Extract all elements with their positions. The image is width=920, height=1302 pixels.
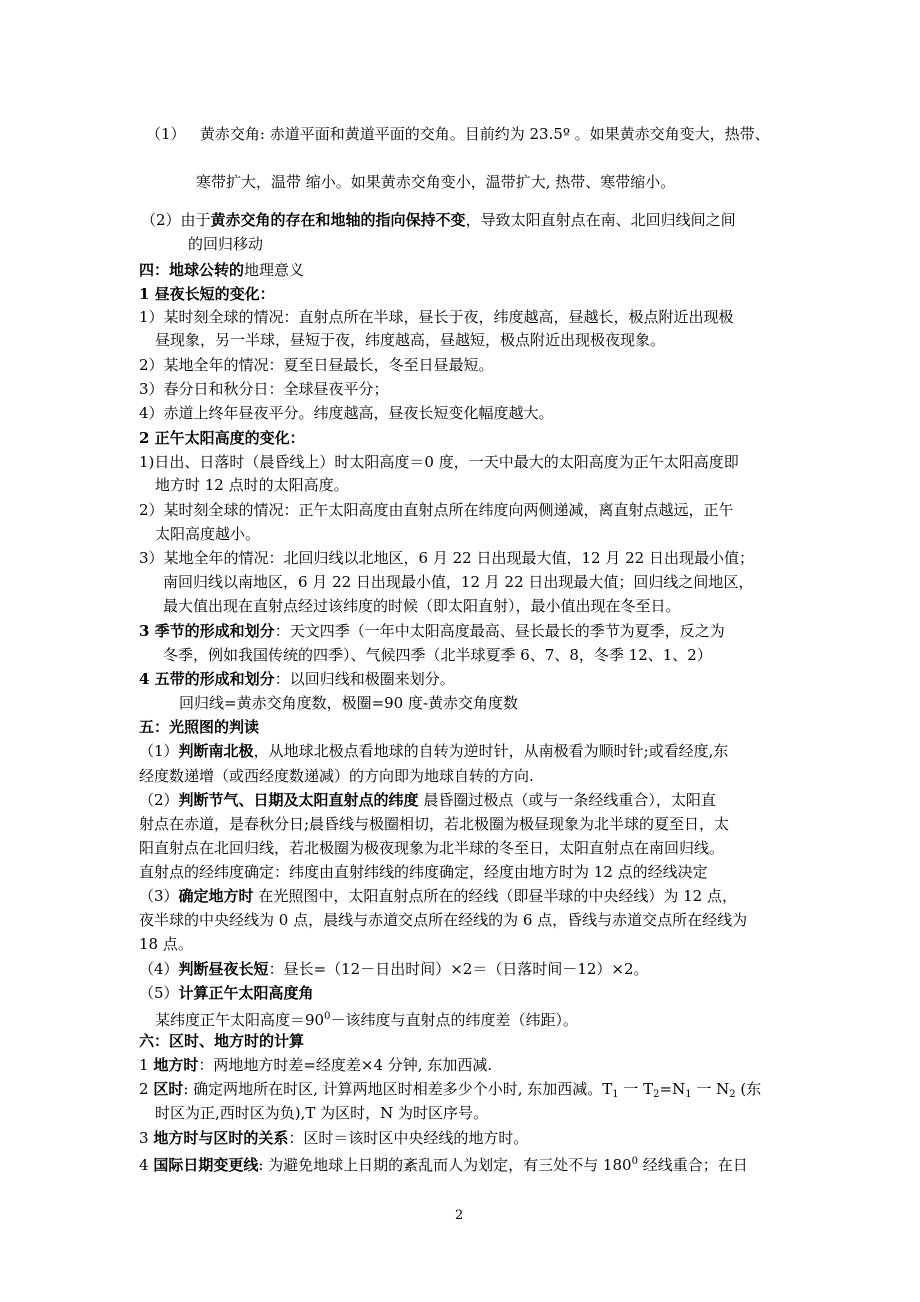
tilt-item-2-line-2: 的回归移动 [188, 235, 264, 253]
s5-p5-line-1: 某纬度正午太阳高度$=90^0-$该纬度与直射点的纬度差（纬距）。 [155, 1011, 578, 1029]
sub1-item: 昼现象，另一半球，昼短于夜，纬度越高，昼越短，极点附近出现极夜现象。 [155, 331, 666, 349]
tilt-item-1-line-1: （1） 黄赤交角: 赤道平面和黄道平面的交角。目前约为 23.5º 。如果黄赤交角变大，热带、 [146, 125, 770, 143]
section-4-sub1-title: 1 昼夜长短的变化： [139, 285, 275, 303]
s6-item-2-line-2: 时区为正,西时区为负),T 为区时，N 为时区序号。 [155, 1104, 489, 1122]
s6-item-4: 4 国际日期变更线: 为避免地球上日期的紊乱而人为划定，有三处不与 $180^0$ 经线重合；在日 [139, 1156, 748, 1174]
s6-item-3: 3 地方时与区时的关系：区时＝该时区中央经线的地方时。 [139, 1129, 529, 1147]
sub2-item: 2）某时刻全球的情况：正午太阳高度由直射点所在纬度向两侧递减，离直射点越远，正午 [139, 501, 734, 519]
sub2-item: 地方时 12 点时的太阳高度。 [155, 476, 349, 494]
sub2-item: 太阳高度越小。 [155, 525, 261, 543]
sub1-item: 3）春分日和秋分日：全球昼夜平分； [139, 380, 389, 398]
section-5-heading: 五：光照图的判读 [139, 718, 260, 736]
section-4-sub4-line-1: 4 五带的形成和划分：以回归线和极圈来划分。 [139, 670, 455, 688]
s5-p2-line-4: 直射点的经纬度确定：纬度由直射纬线的纬度确定，经度由地方时为 12 点的经线决定 [139, 863, 708, 881]
s6-item-2-line-1: 2 区时: 确定两地所在时区, 计算两地区时相差多少个小时, 东加西减。$T_1$ 一 $T_2=N_1$ 一 $N_2$ (东 [139, 1080, 762, 1100]
s5-p3-line-2: 夜半球的中央经线为 0 点，晨线与赤道交点所在经线的为 6 点，昏线与赤道交点所在经线为 [139, 911, 748, 929]
sub1-item: 1）某时刻全球的情况：直射点所在半球，昼长于夜，纬度越高，昼越长，极点附近出现极 [139, 308, 734, 326]
sub1-item: 2）某地全年的情况：夏至日昼最长，冬至日昼最短。 [139, 356, 494, 374]
s5-p4-line-1: （4）判断昼夜长短：昼长=（12－日出时间）×2＝（日落时间－12）×2。 [139, 960, 649, 978]
section-4-sub4-line-2: 回归线=黄赤交角度数，极圈=90 度-黄赤交角度数 [179, 694, 519, 712]
tilt-item-1-line-2: 寒带扩大，温带 缩小。如果黄赤交角变小，温带扩大, 热带、寒带缩小。 [196, 173, 676, 191]
s5-p2-line-3: 阳直射点在北回归线，若北极圈为极夜现象为北半球的冬至日，太阳直射点在南回归线。 [139, 839, 725, 857]
s5-p2-line-2: 射点在赤道，是春秋分日;晨昏线与极圈相切，若北极圈为极昼现象为北半球的夏至日，太 [139, 815, 730, 833]
tilt-item-2-line-1: （2）由于黄赤交角的存在和地轴的指向保持不变，导致太阳直射点在南、北回归线间之间 [141, 211, 736, 229]
s5-p1-line-1: （1）判断南北极，从地球北极点看地球的自转为逆时针，从南极看为顺时针;或看经度,东 [139, 742, 729, 760]
section-4-heading: 四：地球公转的地理意义 [139, 261, 305, 279]
s5-p2-line-1: （2）判断节气、日期及太阳直射点的纬度 晨昏圈过极点（或与一条经线重合），太阳直 [139, 791, 716, 809]
s5-p3-line-3: 18 点。 [139, 935, 193, 953]
s5-p5-title: （5）计算正午太阳高度角 [139, 984, 314, 1002]
s6-item-1: 1 地方时：两地地方时差=经度差×4 分钟, 东加西减. [139, 1056, 493, 1074]
page-number: 2 [455, 1208, 464, 1223]
sub2-item: 1)日出、日落时（晨昏线上）时太阳高度＝0 度，一天中最大的太阳高度为正午太阳高度即 [139, 453, 739, 471]
s5-p3-line-1: （3）确定地方时 在光照图中，太阳直射点所在的经线（即昼半球的中央经线）为 12 点， [139, 887, 737, 905]
section-4-sub3-line-2: 冬季，例如我国传统的四季）、气候四季（北半球夏季 6、7、8，冬季 12、1、2） [163, 646, 712, 664]
sub1-item: 4）赤道上终年昼夜平分。纬度越高，昼夜长短变化幅度越大。 [139, 404, 554, 422]
section-4-sub3-line-1: 3 季节的形成和划分：天文四季（一年中太阳高度最高、昼长最长的季节为夏季，反之为 [139, 622, 725, 640]
section-4-sub2-title: 2 正午太阳高度的变化： [139, 429, 305, 447]
section-6-heading: 六：区时、地方时的计算 [139, 1032, 305, 1050]
sub2-item: 最大值出现在直射点经过该纬度的时候（即太阳直射），最小值出现在冬至日。 [163, 597, 681, 615]
s5-p1-line-2: 经度数递增（或西经度数递减）的方向即为地球自转的方向. [139, 767, 534, 785]
sub2-item: 3）某地全年的情况：北回归线以北地区，6 月 22 日出现最大值，12 月 22 日出现最小值； [139, 549, 754, 567]
sub2-item: 南回归线以南地区，6 月 22 日出现最小值，12 月 22 日出现最大值；回归线之间地区， [163, 573, 754, 591]
